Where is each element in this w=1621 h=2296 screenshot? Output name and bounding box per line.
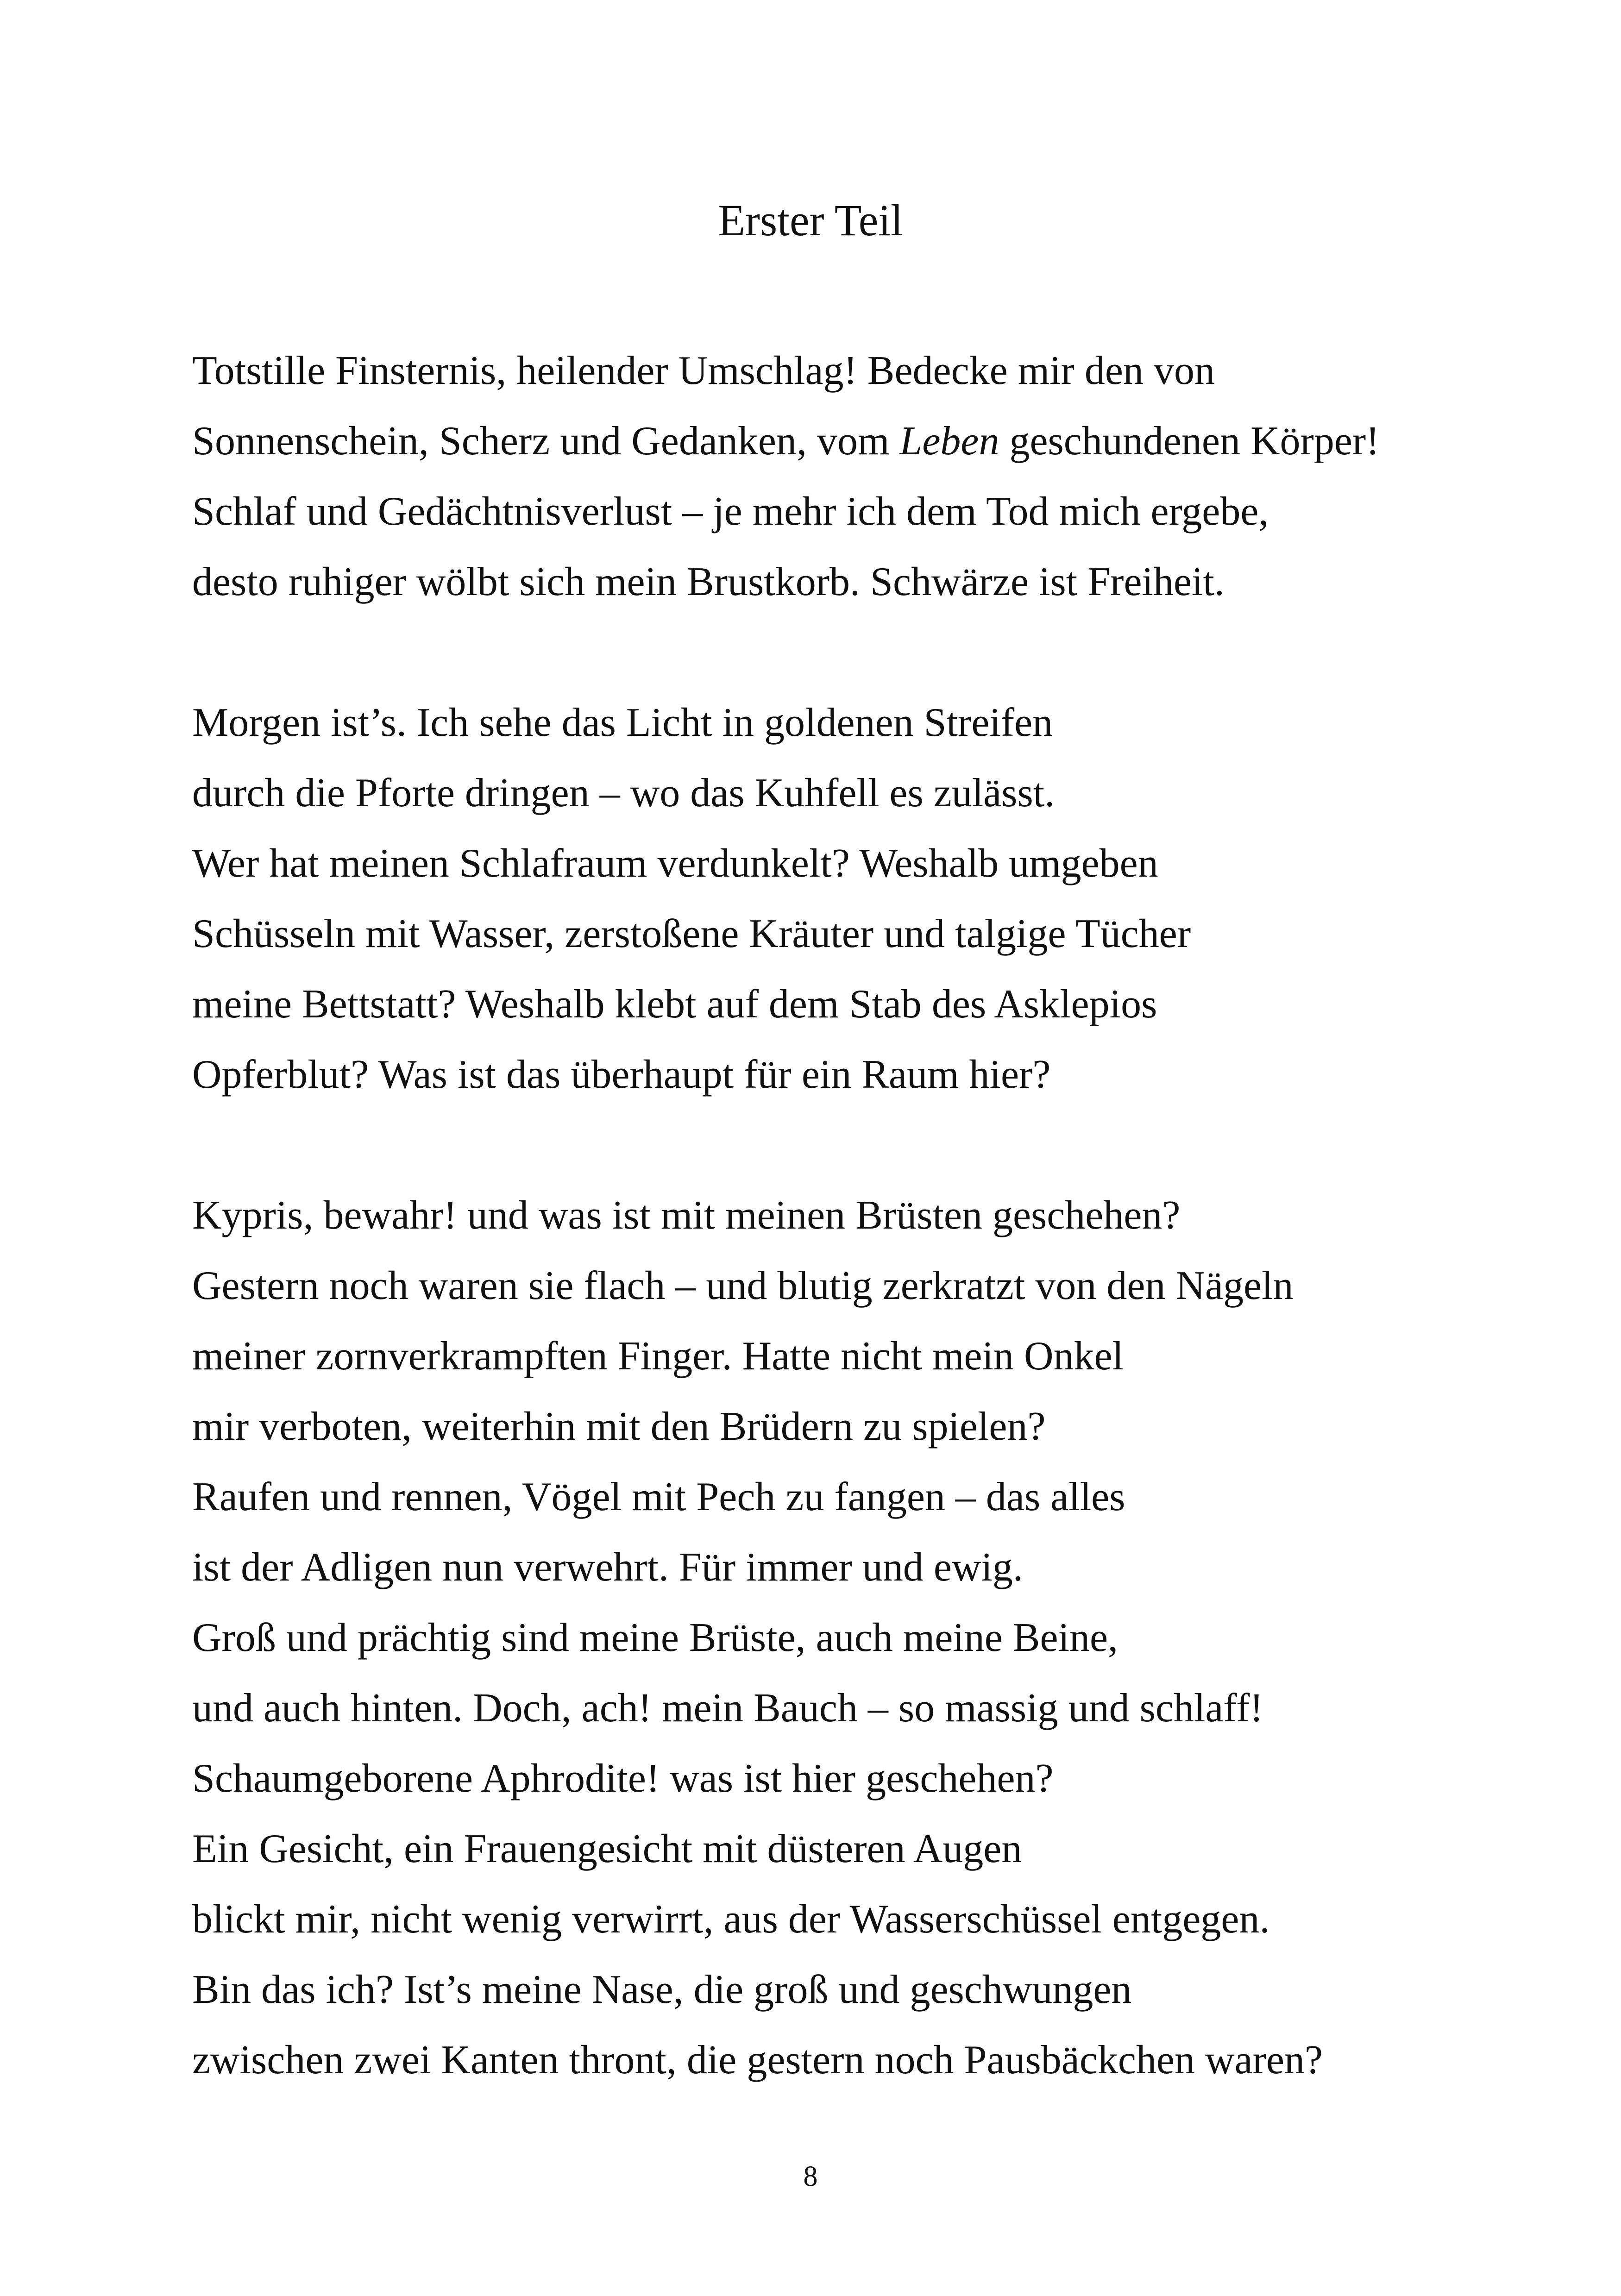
stanza-2 [192,688,1443,1110]
poem-line: meine Bettstatt? Weshalb klebt auf dem Stab des Asklepios [192,982,1157,1027]
poem-line-end: geschundenen Körper! [999,419,1380,464]
poem-line: desto ruhiger wölbt sich mein Brustkorb. Schwärze ist Freiheit. [192,559,1225,604]
poem-line: ist der Adligen nun verwehrt. Für immer und ewig. [192,1545,1023,1590]
poem-line: Schlaf und Gedächtnisverlust – je mehr ich dem Tod mich ergebe, [192,489,1269,534]
poem-line: zwischen zwei Kanten thront, die gestern noch Pausbäckchen waren? [192,2038,1323,2083]
poem-body [192,336,1443,2095]
poem-line: Gestern noch waren sie flach – und blutig zerkratzt von den Nägeln [192,1263,1294,1308]
poem-line: meiner zornverkrampften Finger. Hatte nicht mein Onkel [192,1334,1124,1379]
italic-word: Leben [899,419,999,464]
poem-line-start: Sonnenschein, Scherz und Gedanken, vom [192,419,900,464]
poem-line: mir verboten, weiterhin mit den Brüdern zu spielen? [192,1404,1046,1449]
poem-line: Kypris, bewahr! und was ist mit meinen Brüsten geschehen? [192,1193,1181,1238]
poem-line: und auch hinten. Doch, ach! mein Bauch – so massig und schlaff! [192,1686,1263,1731]
page-number: 8 [803,2161,818,2192]
poem-line: Ein Gesicht, ein Frauengesicht mit düsteren Augen [192,1826,1022,1871]
poem-line: durch die Pforte dringen – wo das Kuhfell es zulässt. [192,771,1055,816]
poem-line: Totstille Finsternis, heilender Umschlag! Bedecke mir den von [192,348,1215,393]
poem-line: Morgen ist’s. Ich sehe das Licht in goldenen Streifen [192,700,1053,745]
poem-line: Groß und prächtig sind meine Brüste, auch meine Beine, [192,1615,1118,1660]
poem-line: Raufen und rennen, Vögel mit Pech zu fangen – das alles [192,1474,1125,1519]
poem-line: Schüsseln mit Wasser, zerstoßene Kräuter und talgige Tücher [192,911,1191,956]
poem-line: Opferblut? Was ist das überhaupt für ein Raum hier? [192,1052,1051,1097]
poem-line: Wer hat meinen Schlafraum verdunkelt? Weshalb umgeben [192,841,1158,886]
page-title: Erster Teil [718,195,903,245]
poem-line: Bin das ich? Ist’s meine Nase, die groß und geschwungen [192,1967,1132,2012]
poem-line: Schaumgeborene Aphrodite! was ist hier geschehen? [192,1756,1054,1801]
stanza-1 [192,336,1443,617]
poem-line: blickt mir, nicht wenig verwirrt, aus der Wasserschüssel entgegen. [192,1897,1270,1942]
poem-line [192,406,1443,477]
stanza-3 [192,1180,1443,2095]
